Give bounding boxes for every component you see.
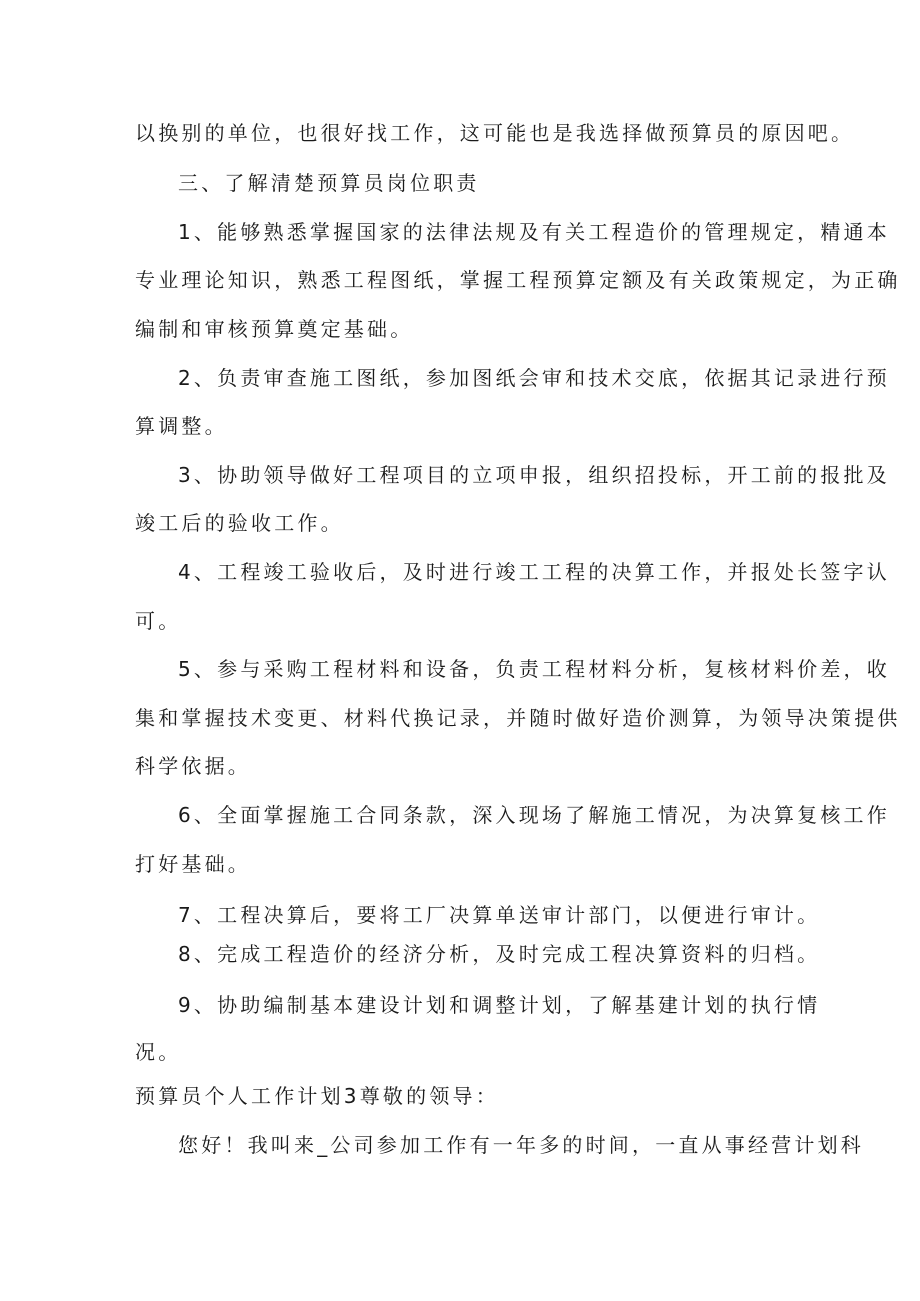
text-line: 可。 [135,609,182,633]
text-line: 以换别的单位，也很好找工作，这可能也是我选择做预算员的原因吧。 [135,121,855,145]
text-line: 2、负责审查施工图纸，参加图纸会审和技术交底，依据其记录进行预 [178,366,890,390]
text-line: 打好基础。 [135,852,251,876]
section-heading: 三、了解清楚预算员岗位职责 [178,171,480,195]
text-line: 算调整。 [135,414,228,438]
text-line: 集和掌握技术变更、材料代换记录，并随时做好造价测算，为领导决策提供 [135,706,901,730]
text-line: 9、协助编制基本建设计划和调整计划，了解基建计划的执行情 [178,993,821,1017]
text-line: 8、完成工程造价的经济分析，及时完成工程决算资料的归档。 [178,942,821,966]
text-line: 7、工程决算后，要将工厂决算单送审计部门，以便进行审计。 [178,903,821,927]
text-line: 5、参与采购工程材料和设备，负责工程材料分析，复核材料价差，收 [178,657,890,681]
text-line: 况。 [135,1040,182,1064]
text-line: 科学依据。 [135,754,251,778]
text-line: 4、工程竣工验收后，及时进行竣工工程的决算工作，并报处长签字认 [178,560,890,584]
text-line: 专业理论知识，熟悉工程图纸，掌握工程预算定额及有关政策规定，为正确 [135,268,901,292]
text-line: 6、全面掌握施工合同条款，深入现场了解施工情况，为决算复核工作 [178,803,890,827]
text-line: 竣工后的验收工作。 [135,511,344,535]
text-line: 编制和审核预算奠定基础。 [135,317,414,341]
subheading: 预算员个人工作计划3尊敬的领导： [135,1084,499,1108]
text-line: 您好！我叫来_公司参加工作有一年多的时间，一直从事经营计划科 [178,1133,864,1157]
text-line: 1、能够熟悉掌握国家的法律法规及有关工程造价的管理规定，精通本 [178,220,890,244]
text-line: 3、协助领导做好工程项目的立项申报，组织招投标，开工前的报批及 [178,463,890,487]
